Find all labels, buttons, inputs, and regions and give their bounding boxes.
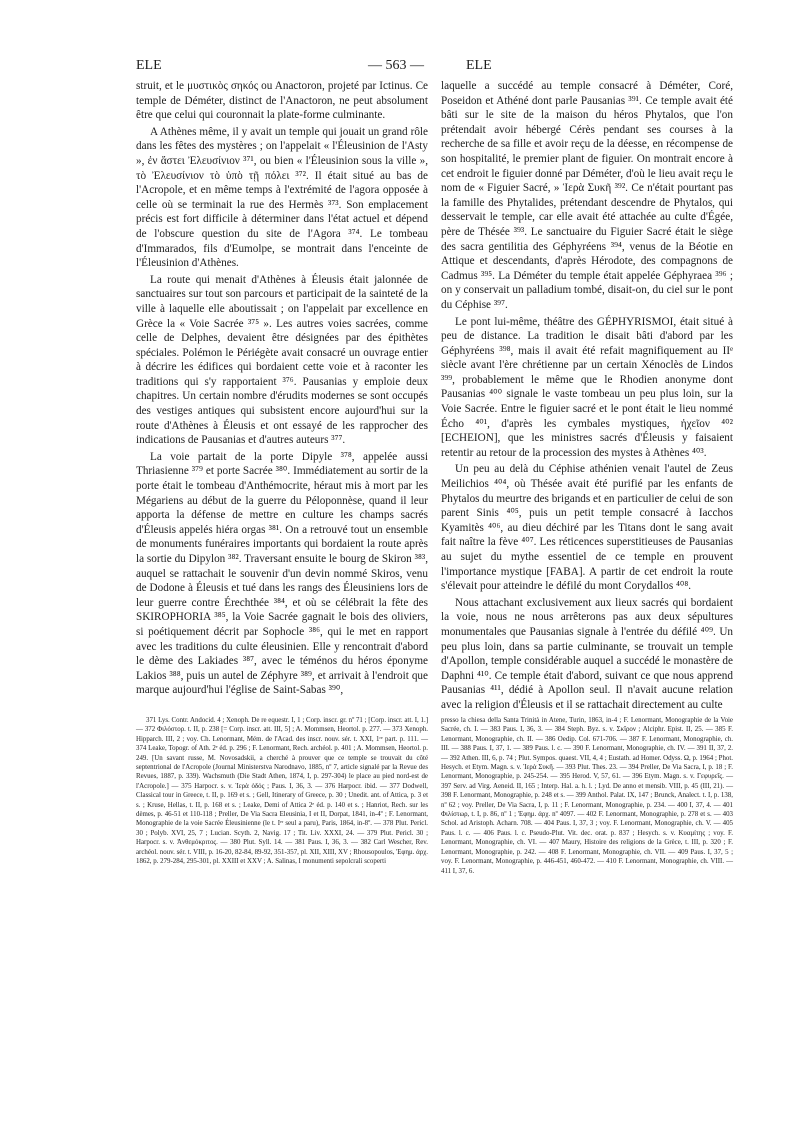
left-paragraph: A Athènes même, il y avait un temple qui jouait un grand rôle dans les fêtes des mystères ; on l'appelait « l'Éleusinion de l'Asty », ἐν ἄστει Ἐλευσίνιον ³⁷¹, ou bien « l'Éleusinion sous la ville », τὸ Ἐλευσίνιον τὸ ὑπὸ τῇ πόλει ³⁷². Il était situé au bas de l'Acropole, et en même temps à l'extrémité de l'agora opposée à celle où se terminait la rue des Hermès ³⁷³. Son emplacement précis est fort difficile à déterminer dans l'état actuel et dépend de l'obscure question du site de l'Agora ³⁷⁴. Le tombeau d'Immarados, fils d'Eumolpe, se montrait dans l'enceinte de l'Éleusinion d'Athènes. [136,125,428,270]
left-paragraph: La route qui menait d'Athènes à Éleusis était jalonnée de sanctuaires sur tout son parcours et participait de la sainteté de la ville à laquelle elle aboutissait ; on l'appelait par excellence en Grèce la « Voie Sacrée ³⁷⁵ ». Les autres voies sacrées, comme celle de Delphes, devaient être désignées par des épithètes spéciales. Polémon le Périégète avait consacré un ouvrage entier à décrire les édifices qui bordaient cette voie et à raconter les traditions qui s'y rapportaient ³⁷⁶. Pausanias y emploie deux chapitres. Un certain nombre d'érudits modernes se sont occupés des vestiges antiques qui subsistent encore aujourd'hui sur la route d'Athènes à Éleusis et ont essayé de les rapprocher des indications de Pausanias et d'autres auteurs ³⁷⁷. [136,273,428,447]
left-footnotes [136,716,428,867]
right-column [441,79,733,715]
footnote-block: 371 Lys. Contr. Andocid. 4 ; Xenoph. De re equestr. I, 1 ; Corp. inscr. gr. nº 71 ; [Corp. inscr. att. I, 1.] — 372 Φιλόστορ. t. II, p. 238 [= Corp. inscr. att. III, 5] ; A. Mommsen, Heortol. p. 277. — 373 Xenoph. Hipparch. III, 2 ; voy. Ch. Lenormant, Mém. de l'Acad. des inscr. nouv. sér. t. XXI, 1ʳᵉ part. p. 111. — 374 Leake, Topogr. of Ath. 2ᵉ éd. p. 296 ; F. Lenormant, Rech. archéol. p. 401 ; A. Mommsen, Heortol. p. 249. [Un savant russe, M. Novosadskii, a cherché à prouver que ce temple se trouvait du côté septentrional de l'Acropole (Journal Ministerstva Narodnavo, 1885, nº 7, article signalé par la Revue des Revues, 1887, p. 339). Wachsmuth (Die Stadt Athen, 1874, I, p. 297-304) le place au pied nord-est de l'Acropole.] — 375 Harpocr. s. v. Ἱερὰ ὁδός ; Paus. I, 36, 3. — 376 Harpocr. ibid. — 377 Dodwell, Classical tour in Greece, t. II, p. 169 et s. ; Gell, Itinerary of Greece, p. 30 ; Unedit. ant. of Attica, p. 3 et s. ; Kruse, Hellas, t. II, p. 168 et s. ; Leake, Demi of Attica 2ᵉ éd. p. 140 et s. ; Hanriot, Rech. sur les dèmes, p. 46-51 et 110-118 ; Preller, De Via Sacra Eleusinia, I et II, Dorpat, 1841, in-4º ; F. Lenormant, Monographie de la voie Sacrée Éleusinienne (le t. Iᵉʳ seul a paru), Paris, 1864, in-8º. — 378 Plut. Pericl. 30 ; Polyb. XVI, 25, 7 ; Lucian. Scyth. 2, Navig. 17 ; Tit. Liv. XXXI, 24. — 379 Plut. Pericl. 30 ; Harpocr. s. v. Ἀνθεμόκριτος. — 380 Plut. Syll. 14. — 381 Paus. I, 36, 3. — 382 Carl Wescher, Rev. archéol. nouv. sér. t. VIII, p. 16-20, 82-84, 89-92, 351-357, pl. XII, XIII, XV ; Rhousopoulos, Ἐφημ. ἀρχ. 1862, p. 279-284, 295-301, pl. XXIII et XXV ; A. Salinas, I monumenti sepolcrali scoperti [136,717,428,866]
right-paragraph: laquelle a succédé au temple consacré à Déméter, Coré, Poseidon et Athéné dont parle Pausanias ³⁹¹. Ce temple avait été bâti sur le site de la maison du héros Phytalos, que l'on prétendait avoir hébergé Cérès pendant ses courses à la recherche de sa fille et avoir reçu de la déesse, en récompense de son hospitalité, le premier plant de figuier. On montrait encore à cet endroit le figuier donné par Déméter, d'où le lieu avait reçu le nom de « Figuier Sacré, » Ἱερὰ Συκῆ ³⁹². Ce n'était pourtant pas la famille des Phytalides, prétendant descendre de Phytalos, qui desservait le temple, car elle avait été attachée au culte d'Égée, père de Thésée ³⁹³. Le sanctuaire du Figuier Sacré était le siège des sacra gentilitia des Géphyréens ³⁹⁴, venus de la Béotie en Attique et descendants, d'après Hérodote, des compagnons de Cadmus ³⁹⁵. La Déméter du temple était appelée Géphyraea ³⁹⁶ ; on y conservait un palladium tombé, disait-on, du ciel sur le pont du Céphise ³⁹⁷. [441,80,733,311]
left-column [136,79,428,700]
header-right-entry: ELE [466,58,492,73]
header-left-entry: ELE [136,58,162,73]
right-footnotes [441,716,733,876]
footnote-block: presso la chiesa della Santa Trinità in Atene, Turin, 1863, in-4 ; F. Lenormant, Monographie de la Voie Sacrée, ch. I. — 383 Paus. I, 36, 3. — 384 Steph. Byz. s. v. Σκῖρον ; Alciphr. Epist. II, 25. — 385 F. Lenormant, Monographie, ch. II. — 386 Oedip. Col. 671-706. — 387 F. Lenormant, Monographie, ch. III. — 388 Paus. I, 37, 1. — 389 Paus. l. c. — 390 F. Lenormant, Monographie, ch. IV. — 391 II, 37, 2. — 392 Athen. III, 6, p. 74 ; Plut. Sympos. quaest. VII, 4, 4 ; Eustath. ad Homer. Odyss. Ω, p. 1964 ; Phot. Hesych. et Etym. Magn. s. v. Ἱερὰ Συκῆ. — 393 Plut. Thes. 23. — 394 Preller, De Via Sacra, I, p. 18 ; F. Lenormant, Monographie, p. 245-254. — 395 Herod. V, 57, 61. — 396 Etym. Magn. s. v. Γεφυρεῖς. — 397 Serv. ad Virg. Aeneid. II, 165 ; Interp. Hal. a. h. l. ; Lyd. De anno et mensib. VIII, p. 45 (III, 21). — 398 F. Lenormant, Monographie, p. 248 et s. — 399 Anthol. Palat. IX, 147 ; Brunck, Analect. t. I, p. 138, nº 62 ; voy. Preller, De Via Sacra, I, p. 11 ; F. Lenormant, Monographie, p. 234. — 400 I, 37, 4. — 401 Φιλίστωρ, t. I, p. 86, nº 1 ; Ἐφημ. ἀρχ. nº 4097. — 402 F. Lenormant, Monographie, p. 278 et s. — 403 Schol. ad Aristoph. Acharn. 708. — 404 Paus. I, 37, 3 ; voy. F. Lenormant, Monographie, ch. V. — 405 Paus. l. c. — 406 Paus. l. c. Pseudo-Plut. Vit. dec. orat. p. 837 ; Hesych. s. v. Κυαμίτης ; voy. F. Lenormant, Monographie, ch. VI. — 407 Maury, Histoire des religions de la Grèce, t. III, p. 320 ; F. Lenormant, Monographie, p. 242. — 408 F. Lenormant, Monographie, ch. VII. — 409 Paus. I, 37, 5 ; voy. F. Lenormant, Monographie, p. 446-451, 460-472. — 410 F. Lenormant, Monographie, ch. VIII. — 411 I, 37, 6. [441,717,733,875]
page-header [136,58,736,78]
page-number: — 563 — [368,58,424,73]
right-paragraph: Le pont lui-même, théâtre des GÉPHYRISMOI, était situé à peu de distance. La tradition le disait bâti d'abord par les Géphyréens ³⁹⁸, mais il avait été refait magnifiquement au IIᵉ siècle avant l'ère chrétienne par un certain Xénoclès de Lindos ³⁹⁹, probablement le même que le Rhodien anonyme dont Pausanias ⁴⁰⁰ signale le vaste tombeau un peu plus loin, sur la Voie Sacrée. Entre le figuier sacré et le pont était le lieu nommé Écho ⁴⁰¹, d'après les cymbales mystiques, ἠχεῖον ⁴⁰² [ECHEION], que les ministres sacrés d'Éleusis y faisaient retentir au retour de la procession des mystes à Athènes ⁴⁰³. [441,315,733,459]
right-paragraph: Un peu au delà du Céphise athénien venait l'autel de Zeus Meilichios ⁴⁰⁴, où Thésée avait été purifié par les enfants de Phytalos du meurtre des brigands et en particulier de celui de son parent Sinis ⁴⁰⁵, puis un petit temple consacré à Iacchos Kyamitès ⁴⁰⁶, au dieu déchiré par les Titans dont le sang avait fait naître la fève ⁴⁰⁷. Les réticences superstitieuses de Pausanias au sujet du mythe essentiel de ce temple en prouvent l'importance mystique [FABA]. A partir de cet endroit la route s'élevait pour atteindre le défilé du mont Corydallos ⁴⁰⁸. [441,463,733,593]
right-paragraph: Nous attachant exclusivement aux lieux sacrés qui bordaient la voie, nous ne nous arrêterons pas aux deux sépultures monumentales que Pausanias signale à l'entrée du défilé ⁴⁰⁹. Un peu plus loin, dans sa partie culminante, se trouvait un temple d'Apollon, temple considérable auquel a succédé le monastère de Daphni ⁴¹⁰. Ce temple était d'abord, suivant ce que nous apprend Pausanias ⁴¹¹, dédié à Apollon seul. Il n'avait aucune relation avec la religion d'Éleusis et il se rattachait directement au culte [441,596,733,711]
left-paragraph: La voie partait de la porte Dipyle ³⁷⁸, appelée aussi Thriasienne ³⁷⁹ et porte Sacrée ³⁸⁰. Immédiatement au sortir de la porte était le tombeau d'Anthémocrite, héraut mis à mort par les Mégariens au début de la guerre du Péloponnèse, quand il leur apporta la défense de mettre en culture les champs sacrés d'Éleusis appelés hiéra orgas ³⁸¹. On a retrouvé tout un ensemble de monuments funéraires importants qui bordaient la route après la sortie du Dipylon ³⁸². Traversant ensuite le bourg de Skiron ³⁸³, auquel se rattachait le souvenir d'un devin nommé Skiros, venu de Dodone à Éleusis et tué dans les rangs des Éleusiniens lors de leur guerre contre Érechthée ³⁸⁴, et où se célébrait la fête des SKIROPHORIA ³⁸⁵, la Voie Sacrée gagnait le bois des oliviers, si poétiquement décrit par Sophocle ³⁸⁶, qui le met en rapport avec les traditions du culte éleusinien. Elle y rencontrait d'abord le dème des Lakiades ³⁸⁷, avec le téménos du héros éponyme Lakios ³⁸⁸, puis un autel de Zéphyre ³⁸⁹, et arrivait à l'endroit que marque aujourd'hui l'église de Saint-Sabas ³⁹⁰, [136,450,428,697]
left-paragraph: struit, et le μυστικὸς σηκός ou Anactoron, projeté par Ictinus. Ce temple de Déméter, distinct de l'Anactoron, ne peut absolument être que celui qui couronnait la plate-forme culminante. [136,80,428,122]
